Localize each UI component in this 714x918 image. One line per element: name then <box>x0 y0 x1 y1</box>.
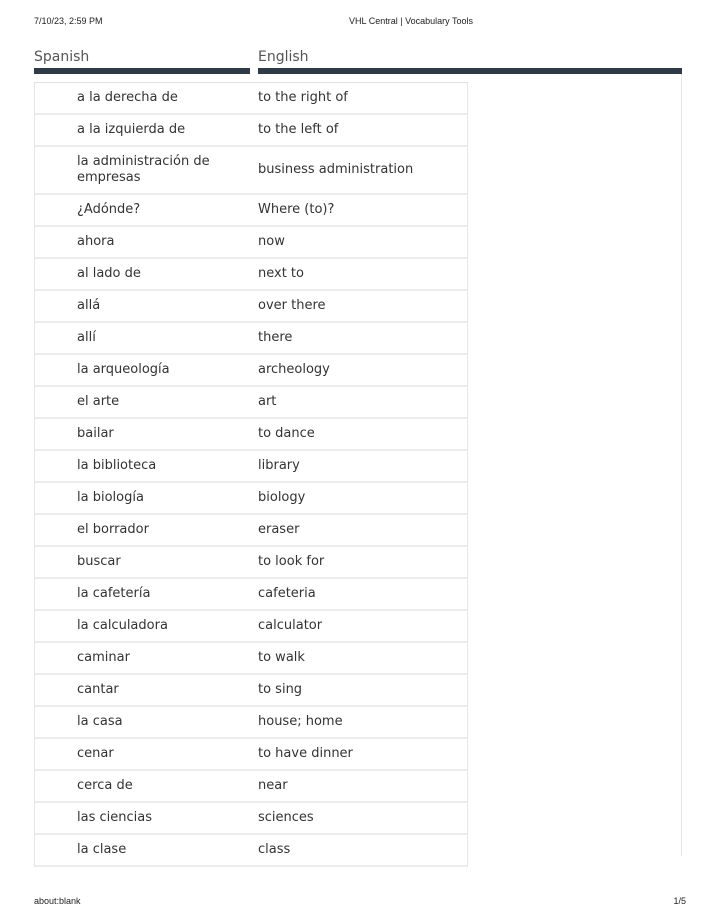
print-footer <box>0 896 714 908</box>
english-term: to walk <box>258 650 305 665</box>
table-row[interactable] <box>35 771 467 803</box>
spanish-term: la cafetería <box>77 586 151 601</box>
spanish-term: la biología <box>77 490 144 505</box>
english-term: sciences <box>258 810 314 825</box>
column-header-english[interactable] <box>258 48 682 74</box>
column-header-english-label: English <box>258 49 309 65</box>
table-row[interactable] <box>35 259 467 291</box>
table-row[interactable] <box>35 355 467 387</box>
spanish-term: la casa <box>77 714 123 729</box>
spanish-term: cenar <box>77 746 114 761</box>
english-term: calculator <box>258 618 323 633</box>
table-row[interactable] <box>35 291 467 323</box>
spanish-term: la arqueología <box>77 362 170 377</box>
page-number: 1/5 <box>673 896 686 906</box>
table-row[interactable] <box>35 115 467 147</box>
spanish-term: el arte <box>77 394 120 409</box>
spanish-term: caminar <box>77 650 130 665</box>
spanish-term: las ciencias <box>77 810 152 825</box>
print-page-title: VHL Central | Vocabulary Tools <box>349 16 473 26</box>
english-term: library <box>258 458 300 473</box>
table-row[interactable] <box>35 611 467 643</box>
table-row[interactable] <box>35 515 467 547</box>
column-header-spanish-label: Spanish <box>34 49 90 65</box>
table-row[interactable] <box>35 579 467 611</box>
table-row[interactable] <box>35 643 467 675</box>
spanish-term: a la izquierda de <box>77 122 186 137</box>
table-row[interactable] <box>35 147 467 195</box>
table-row[interactable] <box>35 675 467 707</box>
table-row[interactable] <box>35 803 467 835</box>
table-row[interactable] <box>35 419 467 451</box>
table-row[interactable] <box>35 739 467 771</box>
english-term: cafeteria <box>258 586 316 601</box>
english-term: over there <box>258 298 326 313</box>
print-header <box>0 16 714 28</box>
table-row[interactable] <box>35 451 467 483</box>
table-right-border <box>681 74 682 856</box>
table-row[interactable] <box>35 835 467 867</box>
english-term: to dance <box>258 426 315 441</box>
english-term: eraser <box>258 522 300 537</box>
spanish-term: allí <box>77 330 96 345</box>
table-row[interactable] <box>35 707 467 739</box>
spanish-term: buscar <box>77 554 121 569</box>
spanish-term: cantar <box>77 682 119 697</box>
english-term: there <box>258 330 293 345</box>
column-header-spanish-bar <box>34 68 250 74</box>
spanish-term: cerca de <box>77 778 133 793</box>
spanish-term: a la derecha de <box>77 90 178 105</box>
english-term: now <box>258 234 285 249</box>
spanish-term: la biblioteca <box>77 458 157 473</box>
english-term: near <box>258 778 288 793</box>
table-row[interactable] <box>35 483 467 515</box>
spanish-term: la calculadora <box>77 618 168 633</box>
spanish-term: la administración de empresas <box>77 154 210 185</box>
english-term: next to <box>258 266 304 281</box>
table-row[interactable] <box>35 323 467 355</box>
spanish-term: bailar <box>77 426 114 441</box>
english-term: to have dinner <box>258 746 353 761</box>
english-term: biology <box>258 490 306 505</box>
spanish-term: allá <box>77 298 101 313</box>
table-row[interactable] <box>35 387 467 419</box>
print-url: about:blank <box>34 896 81 906</box>
column-headers <box>34 48 682 74</box>
english-term: to the right of <box>258 90 348 105</box>
english-term: to the left of <box>258 122 339 137</box>
spanish-term: al lado de <box>77 266 141 281</box>
spanish-term: ¿Adónde? <box>77 202 141 217</box>
english-term: Where (to)? <box>258 202 335 217</box>
english-term: to sing <box>258 682 303 697</box>
table-row[interactable] <box>35 83 467 115</box>
spanish-term: ahora <box>77 234 115 249</box>
english-term: to look for <box>258 554 325 569</box>
table-row[interactable] <box>35 195 467 227</box>
table-row[interactable] <box>35 227 467 259</box>
column-header-spanish[interactable] <box>34 48 250 74</box>
english-term: class <box>258 842 291 857</box>
english-term: house; home <box>258 714 343 729</box>
english-term: art <box>258 394 277 409</box>
spanish-term: el borrador <box>77 522 149 537</box>
english-term: archeology <box>258 362 330 377</box>
vocabulary-table <box>34 82 468 867</box>
table-row[interactable] <box>35 547 467 579</box>
print-date: 7/10/23, 2:59 PM <box>34 16 103 26</box>
column-header-english-bar <box>258 68 682 74</box>
spanish-term: la clase <box>77 842 127 857</box>
english-term: business administration <box>258 162 414 177</box>
